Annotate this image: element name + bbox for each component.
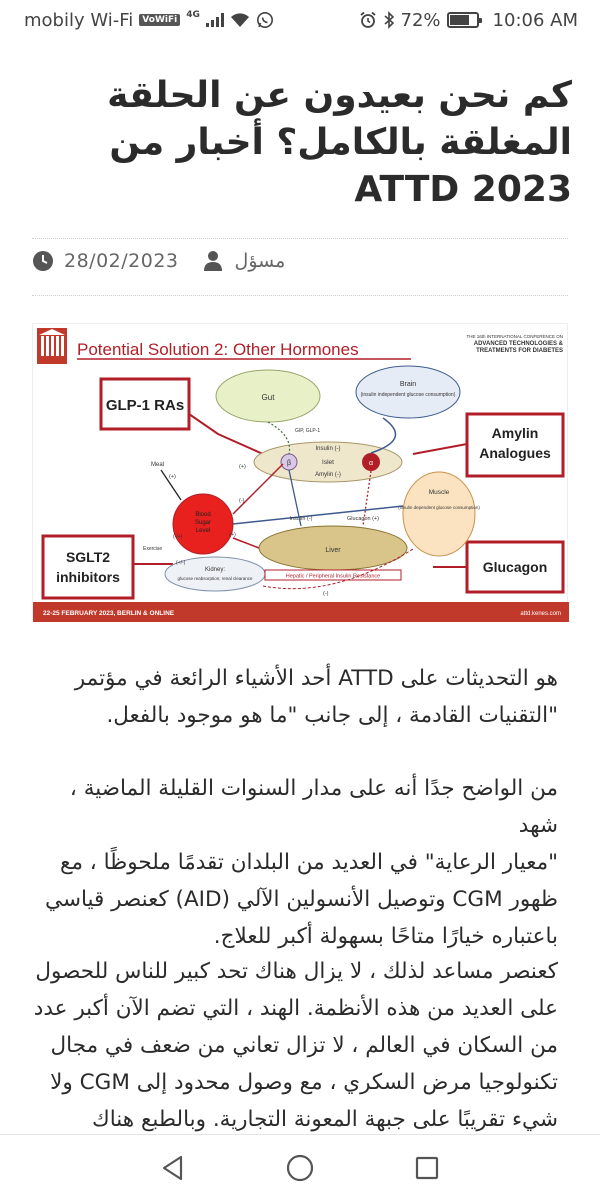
blood-sugar-label: Sugar (194, 520, 212, 526)
exercise-sign: (-/+) (173, 534, 183, 540)
gut-label: Gut (261, 393, 275, 402)
kidney-sublabel: glucose reabsorption; renal clearance (177, 576, 253, 581)
home-button[interactable] (280, 1148, 320, 1188)
alpha-label: α (368, 460, 374, 467)
divider (32, 295, 568, 296)
insulin-label: Insulin (-) (289, 516, 313, 522)
recents-square-icon (415, 1156, 439, 1180)
muscle-node (403, 472, 475, 556)
recents-button[interactable] (407, 1148, 447, 1188)
article-title-line: المغلقة بالكامل؟ أخبار من (109, 122, 572, 163)
paragraph-line: "معيار الرعاية" في العديد من البلدان تقدمًا ملحوظًا ، مع (60, 850, 558, 875)
battery-icon (447, 12, 479, 28)
paragraph-line: باعتباره خيارًا متاحًا بسهولة أكبر للعلاج. (213, 924, 558, 949)
carrier-name: mobily Wi-Fi (24, 9, 134, 31)
brain-sublabel: (insulin independent glucose consumption) (360, 392, 456, 398)
signal-icon (206, 13, 224, 27)
conference-line: TREATMENTS FOR DIABETES (476, 348, 563, 354)
sign-label: (+) (229, 532, 236, 538)
clock: 10:06 AM (492, 9, 578, 31)
kidney-sign: (+/-) (176, 560, 186, 566)
exercise-label: Exercise (143, 546, 163, 552)
box-amylin-label: Amylin (491, 425, 539, 441)
status-bar (0, 0, 600, 40)
blood-sugar-label: Blood (195, 512, 211, 518)
conference-line: THE 16th INTERNATIONAL CONFERENCE ON (466, 334, 563, 339)
bluetooth-icon (383, 11, 395, 29)
sign-label: (-) (239, 498, 245, 504)
glucagon-label: Glucagon (+) (347, 516, 379, 522)
status-right (359, 10, 578, 31)
whatsapp-icon (256, 11, 274, 29)
paragraph-line: على العديد من هذه الأنظمة. الهند ، التي تضم الآن أكبر عدد (33, 996, 558, 1021)
article-title[interactable] (32, 72, 572, 213)
paragraph-line: ظهور CGM وتوصيل الأنسولين الآلي (AID) كعنصر قياسي (45, 887, 558, 912)
alarm-icon (359, 11, 377, 29)
network-type: 4G (186, 10, 200, 20)
liver-label: Liver (325, 547, 341, 554)
article-meta (32, 250, 572, 272)
article-paragraph (30, 660, 558, 734)
paragraph-line: كعنصر مساعد لذلك ، لا يزال هناك تحد كبير للناس للحصول (35, 959, 558, 984)
meal-label: Meal (151, 462, 165, 468)
slide-footer-left: 22-25 FEBRUARY 2023, BERLIN & ONLINE (43, 610, 175, 617)
article-paragraph (30, 770, 558, 955)
status-left (24, 10, 274, 31)
box-amylin-label: Analogues (479, 445, 551, 461)
box-glucagon-label: Glucagon (482, 559, 548, 575)
paragraph-line: هو التحديثات على ATTD أحد الأشياء الرائعة في مؤتمر (74, 666, 558, 691)
blood-sugar-label: Level (195, 528, 211, 534)
paragraph-line: شيء تقريبًا على جبهة المعونة التجارية. وبالطبع هناك (92, 1107, 558, 1132)
insulin-minus-label: Insulin (-) (315, 446, 341, 452)
battery-fill (450, 15, 469, 25)
article-image[interactable] (32, 323, 568, 621)
divider (32, 238, 568, 239)
meal-sign: (+) (169, 474, 176, 480)
sign-label: (-) (323, 591, 329, 597)
resistance-label: Hepatic / Peripheral Insulin Resistance (285, 573, 381, 580)
vowifi-badge: VoWiFi (139, 14, 180, 26)
wifi-icon (230, 12, 250, 28)
islet-label: Islet (322, 459, 334, 466)
brain-label: Brain (399, 381, 417, 388)
attd-logo (37, 328, 67, 364)
paragraph-line: من السكان في العالم ، لا تزال تعاني من ضعف في مجال (50, 1033, 558, 1058)
article (0, 40, 600, 1134)
battery-percent: 72% (400, 9, 441, 31)
muscle-label: Muscle (428, 489, 450, 496)
author-name[interactable]: مسؤل (234, 250, 286, 272)
slide-footer-right: attd.kenes.com (520, 611, 561, 617)
publish-date[interactable]: 28/02/2023 (64, 250, 179, 272)
conference-line: ADVANCED TECHNOLOGIES & (473, 341, 563, 347)
connector (233, 464, 283, 514)
slide-diagram (33, 324, 569, 622)
back-button[interactable] (153, 1148, 193, 1188)
clock-icon (32, 250, 54, 272)
connector (413, 444, 467, 454)
article-title-line: كم نحن بعيدون عن الحلقة (107, 75, 572, 116)
paragraph-line: من الواضح جدًا أنه على مدار السنوات القليلة الماضية ، شهد (69, 776, 558, 838)
back-triangle-icon (161, 1155, 185, 1181)
box-sglt2-label: inhibitors (56, 569, 120, 585)
kidney-label: Kidney: (204, 567, 226, 573)
slide-title: Potential Solution 2: Other Hormones (77, 340, 359, 359)
box-glp1-label: GLP-1 RAs (105, 397, 185, 414)
paragraph-line: "التقنيات القادمة ، إلى جانب "ما هو موجود بالفعل. (106, 703, 558, 728)
paragraph-line: تكنولوجيا مرض السكري ، مع وصول محدود إلى CGM ولا (50, 1070, 558, 1095)
beta-label: β (286, 460, 292, 467)
user-icon (203, 250, 223, 272)
system-nav-bar (0, 1134, 600, 1200)
article-title-line: ATTD 2023 (354, 169, 572, 210)
box-sglt2-label: SGLT2 (65, 549, 111, 565)
amylin-minus-label: Amylin (-) (315, 472, 341, 478)
sign-label: (+) (239, 464, 246, 470)
muscle-sublabel: (insulin dependent glucose consumption) (398, 505, 480, 510)
home-circle-icon (286, 1154, 314, 1182)
connector (233, 538, 259, 548)
box-sglt2 (43, 536, 133, 598)
glp-label: GIP, GLP-1 (295, 428, 321, 434)
